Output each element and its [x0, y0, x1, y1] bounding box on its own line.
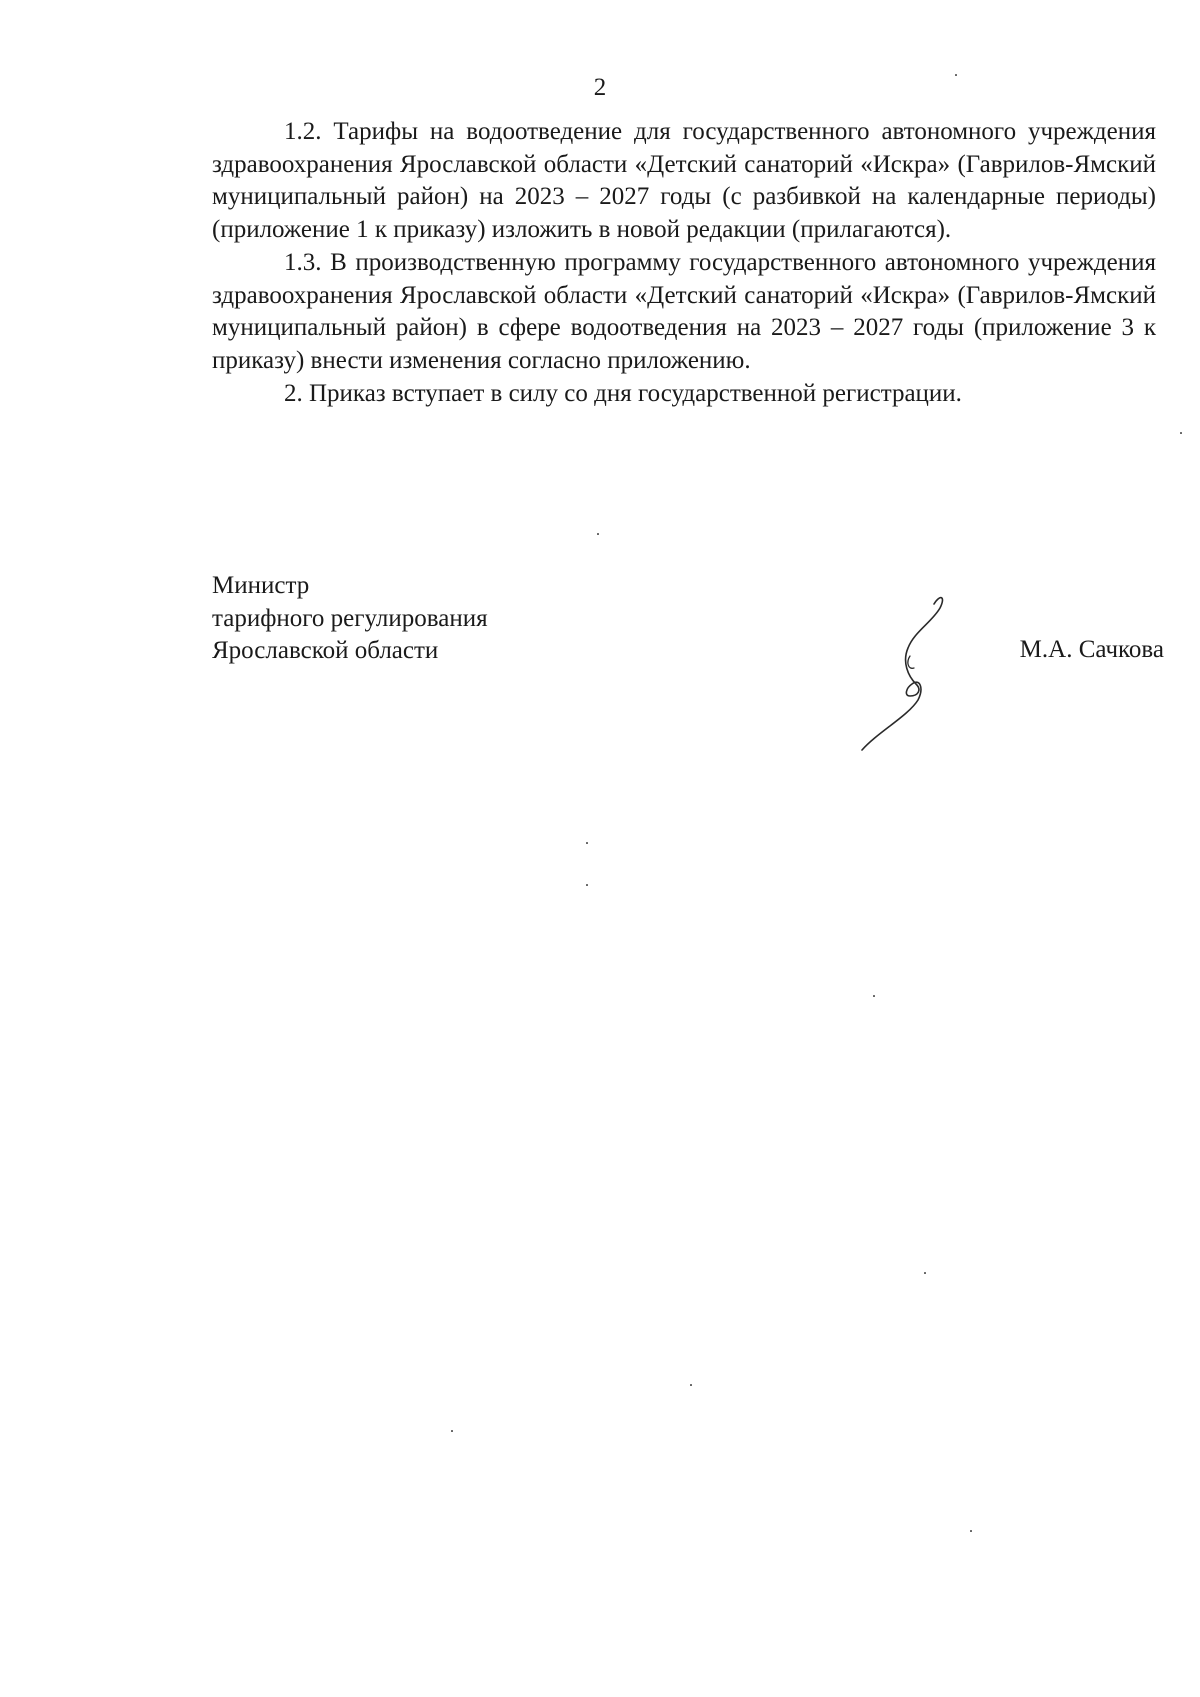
handwritten-signature: [848, 592, 958, 752]
signatory-title-line: тарифного регулирования: [212, 604, 488, 632]
document-body: [212, 116, 1156, 410]
signatory-title: [212, 570, 488, 668]
signatory-name: М.А. Сачкова: [1019, 636, 1164, 663]
signatory-title-line: Ярославской области: [212, 637, 439, 665]
paragraph-2: 2. Приказ вступает в силу со дня государственной регистрации.: [284, 379, 962, 407]
page-number: 2: [593, 74, 607, 101]
paragraph-1-3: 1.3. В производственную программу государственного автономного учреждения здравоохранения Ярославской области «Детский санаторий «Искра» (Гаврилов-Ямский муниципальный район) в сфере водоотведения на 2023 – 2027 годы (приложение 3 к приказу) внести изменения согласно приложению.: [212, 248, 1156, 374]
signatory-title-line: Министр: [212, 572, 310, 599]
paragraph-1-2: 1.2. Тарифы на водоотведение для государственного автономного учреждения здравоохранения Ярославской области «Детский санаторий «Искра» (Гаврилов-Ямский муниципальный район) на 2023 – 2027 годы (с разбивкой на календарные периоды) (приложение 1 к приказу) изложить в новой редакции (прилагаются).: [212, 118, 1156, 244]
